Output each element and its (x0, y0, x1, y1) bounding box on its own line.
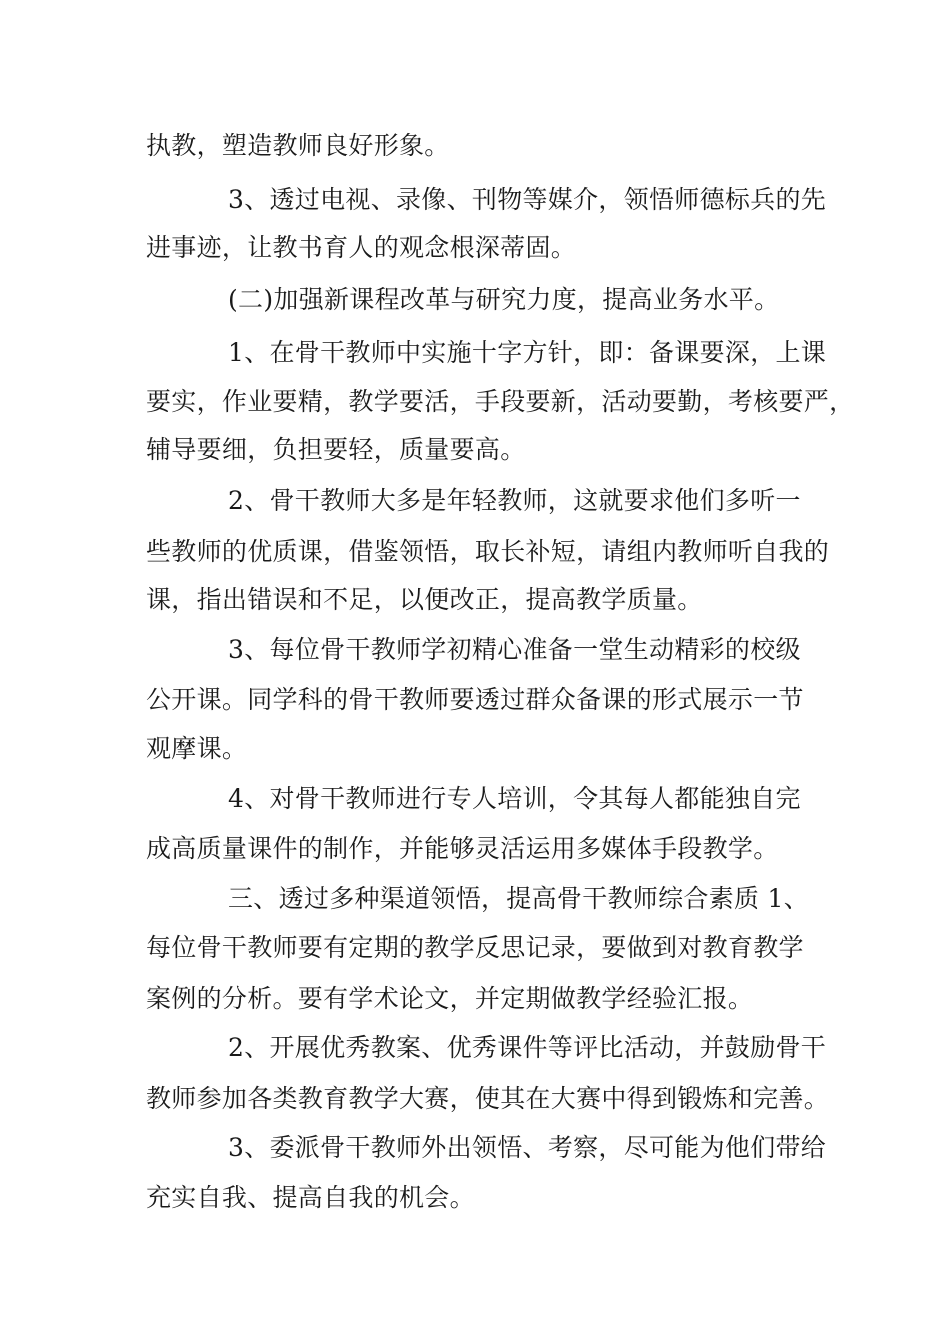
text-line: (二)加强新课程改革与研究力度，提高业务水平。 (228, 285, 780, 314)
text-line: 公开课。同学科的骨干教师要透过群众备课的形式展示一节 (146, 685, 804, 714)
text-line: 辅导要细，负担要轻，质量要高。 (146, 435, 526, 464)
text-line: 3、透过电视、录像、刊物等媒介，领悟师德标兵的先 (228, 185, 827, 214)
text-line: 2、骨干教师大多是年轻教师，这就要求他们多听一 (228, 486, 801, 515)
text-line: 1、在骨干教师中实施十字方针，即：备课要深，上课 (228, 338, 827, 367)
text-line: 3、委派骨干教师外出领悟、考察，尽可能为他们带给 (228, 1133, 827, 1162)
text-line: 每位骨干教师要有定期的教学反思记录，要做到对教育教学 (146, 933, 804, 962)
text-line: 三、透过多种渠道领悟，提高骨干教师综合素质 1、 (228, 884, 810, 913)
text-line: 课，指出错误和不足，以便改正，提高教学质量。 (146, 585, 703, 614)
text-line: 案例的分析。要有学术论文，并定期做教学经验汇报。 (146, 984, 754, 1013)
text-line: 成高质量课件的制作，并能够灵活运用多媒体手段教学。 (146, 834, 779, 863)
text-line: 4、对骨干教师进行专人培训，令其每人都能独自完 (228, 784, 801, 813)
text-line: 充实自我、提高自我的机会。 (146, 1183, 475, 1212)
text-line: 要实，作业要精，教学要活，手段要新，活动要勤，考核要严， (146, 387, 855, 416)
text-line: 些教师的优质课，借鉴领悟，取长补短，请组内教师听自我的 (146, 537, 830, 566)
text-line: 2、开展优秀教案、优秀课件等评比活动，并鼓励骨干 (228, 1033, 827, 1062)
text-line: 3、每位骨干教师学初精心准备一堂生动精彩的校级 (228, 635, 801, 664)
text-line: 教师参加各类教育教学大赛，使其在大赛中得到锻炼和完善。 (146, 1084, 830, 1113)
text-line: 进事迹，让教书育人的观念根深蒂固。 (146, 233, 577, 262)
text-line: 观摩课。 (146, 734, 248, 763)
text-line: 执教，塑造教师良好形象。 (146, 131, 450, 160)
